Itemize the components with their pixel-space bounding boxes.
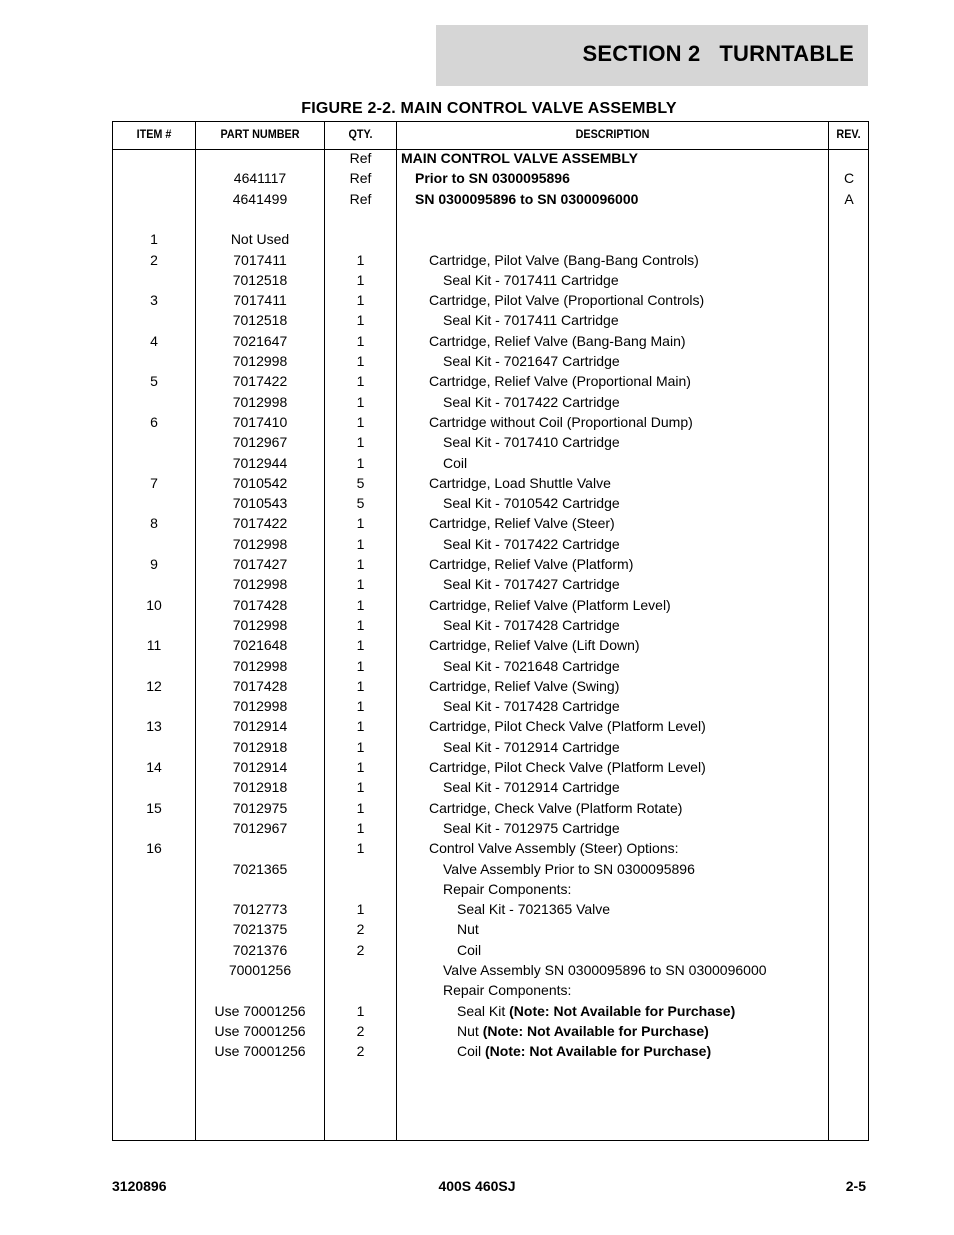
table-row xyxy=(113,820,868,840)
description xyxy=(401,800,859,817)
item-number: 2 xyxy=(150,251,158,268)
quantity: 1 xyxy=(356,738,365,755)
table-row xyxy=(113,739,868,759)
description xyxy=(401,333,859,350)
description-text: Cartridge, Load Shuttle Valve xyxy=(429,474,611,491)
part-number: 7012998 xyxy=(232,535,288,552)
item-number: 9 xyxy=(150,556,158,572)
description xyxy=(401,982,873,999)
description-text: Coil xyxy=(443,454,468,471)
part-number: 4641117 xyxy=(233,170,287,187)
part-number: 7012914 xyxy=(232,759,288,775)
item-number: 13 xyxy=(146,718,162,735)
table-row xyxy=(113,252,868,272)
part-number: 7021647 xyxy=(232,332,288,349)
part-number: 7010543 xyxy=(232,495,288,512)
purchase-note: (Note: Not Available for Purchase) xyxy=(482,1022,709,1039)
part-number: 7012518 xyxy=(232,312,288,329)
part-number: 7012918 xyxy=(232,738,288,755)
description xyxy=(401,434,873,451)
description-text: Valve Assembly SN 0300095896 to SN 0300096000 xyxy=(443,962,767,978)
part-number: 7012967 xyxy=(232,434,288,451)
quantity: 1 xyxy=(356,556,365,572)
description-text: Cartridge, Relief Valve (Steer) xyxy=(429,515,615,532)
table-row xyxy=(113,191,868,211)
part-number: 7012998 xyxy=(232,576,288,593)
item-number: 3 xyxy=(150,292,158,309)
description-text: Cartridge, Pilot Valve (Proportional Controls) xyxy=(429,292,705,309)
part-number: 4641499 xyxy=(232,190,288,207)
item-number: 12 xyxy=(146,677,162,694)
table-row xyxy=(113,170,868,190)
table-row xyxy=(113,231,868,251)
item-number: 7 xyxy=(150,474,158,491)
table-row xyxy=(113,1043,868,1063)
model-number: 400S 460SJ xyxy=(438,1178,516,1194)
part-number: 7012998 xyxy=(232,393,288,410)
quantity: 2 xyxy=(356,921,365,938)
description-text: Seal Kit - 7010542 Cartridge xyxy=(443,495,620,512)
description xyxy=(401,394,873,411)
description-text: Seal Kit - 7012914 Cartridge xyxy=(443,738,620,755)
quantity: 1 xyxy=(356,698,365,715)
quantity: 1 xyxy=(356,819,365,836)
description xyxy=(401,373,859,390)
description-text: Seal Kit - 7012914 Cartridge xyxy=(443,779,620,796)
description-text: Seal Kit - 7021648 Cartridge xyxy=(443,657,620,674)
description xyxy=(401,455,873,472)
part-number: 7021365 xyxy=(232,860,288,877)
quantity: 1 xyxy=(356,251,365,268)
table-row xyxy=(113,475,868,495)
part-number: 7012975 xyxy=(232,799,288,816)
description-text: Coil xyxy=(457,941,482,958)
table-row xyxy=(113,678,868,698)
item-number: 8 xyxy=(150,515,158,532)
table-row xyxy=(113,1003,868,1023)
description-text: Cartridge, Relief Valve (Platform) xyxy=(429,556,634,572)
quantity: 2 xyxy=(356,1043,365,1060)
table-row xyxy=(113,962,868,982)
table-row xyxy=(113,333,868,353)
table-row xyxy=(113,515,868,535)
description xyxy=(401,759,859,776)
table-row xyxy=(113,495,868,515)
table-row xyxy=(113,536,868,556)
description-text: Nut xyxy=(457,1022,479,1039)
page-number: 2-5 xyxy=(845,1178,866,1194)
quantity: 1 xyxy=(356,596,365,613)
document-number: 3120896 xyxy=(112,1178,167,1194)
description xyxy=(401,921,887,938)
quantity: 1 xyxy=(356,454,365,471)
description xyxy=(401,191,845,208)
parts-table xyxy=(112,121,869,1141)
description xyxy=(401,515,859,532)
column-header-item: ITEM # xyxy=(136,127,172,141)
description xyxy=(401,942,887,959)
part-number: 7012914 xyxy=(232,718,288,735)
quantity: 1 xyxy=(356,840,365,857)
description xyxy=(401,739,873,756)
part-number: 7017411 xyxy=(233,292,287,309)
description xyxy=(401,881,873,898)
table-row xyxy=(113,414,868,434)
table-row xyxy=(113,901,868,921)
description-text: Valve Assembly Prior to SN 0300095896 xyxy=(443,860,695,877)
description-text: Seal Kit - 7017428 Cartridge xyxy=(443,698,620,715)
description-text: Repair Components: xyxy=(443,880,572,897)
table-row xyxy=(113,800,868,820)
section-title: SECTION 2 TURNTABLE xyxy=(582,41,854,66)
description-text: Seal Kit xyxy=(457,1002,506,1019)
description xyxy=(401,556,859,573)
description xyxy=(401,597,859,614)
table-row xyxy=(113,942,868,962)
figure-title: FIGURE 2-2. MAIN CONTROL VALVE ASSEMBLY xyxy=(301,100,677,117)
description xyxy=(401,414,859,431)
part-number: 7017427 xyxy=(232,556,288,572)
quantity: 1 xyxy=(356,373,365,390)
part-number: 7017422 xyxy=(232,373,288,390)
quantity: 1 xyxy=(356,434,365,451)
table-row xyxy=(113,597,868,617)
part-number: 7010542 xyxy=(232,474,288,491)
description-text: SN 0300095896 to SN 0300096000 xyxy=(415,190,639,207)
item-number: 10 xyxy=(146,596,162,613)
description-text: Cartridge, Relief Valve (Platform Level) xyxy=(429,596,671,613)
table-row xyxy=(113,556,868,576)
description-text: Cartridge, Check Valve (Platform Rotate) xyxy=(429,799,683,816)
description xyxy=(401,536,873,553)
column-header-rev: REV. xyxy=(836,127,861,141)
description-text: Seal Kit - 7017428 Cartridge xyxy=(443,616,620,633)
table-row xyxy=(113,312,868,332)
description-text: Cartridge, Pilot Valve (Bang-Bang Controls) xyxy=(429,251,699,268)
part-number: Use 70001256 xyxy=(214,1002,306,1019)
table-row xyxy=(113,373,868,393)
table-row xyxy=(113,1023,868,1043)
description-text: Cartridge, Relief Valve (Proportional Main) xyxy=(429,373,691,390)
quantity: 1 xyxy=(356,677,365,694)
purchase-note: (Note: Not Available for Purchase) xyxy=(485,1043,712,1060)
table-row xyxy=(113,718,868,738)
item-number: 1 xyxy=(150,231,158,248)
item-number: 15 xyxy=(146,799,162,816)
table-row xyxy=(113,455,868,475)
table-row xyxy=(113,759,868,779)
table-row xyxy=(113,637,868,657)
table-row xyxy=(113,353,868,373)
column-header-description: DESCRIPTION xyxy=(575,127,650,141)
item-number: 5 xyxy=(150,373,158,390)
part-number: 7012998 xyxy=(232,353,288,369)
quantity: 1 xyxy=(356,1002,365,1019)
table-row xyxy=(113,840,868,860)
part-number: 7012773 xyxy=(232,901,288,918)
part-number: 7021375 xyxy=(232,921,288,938)
quantity: 1 xyxy=(356,759,365,775)
quantity: 1 xyxy=(356,657,365,674)
part-number: 7012998 xyxy=(232,657,288,674)
quantity: 1 xyxy=(356,353,365,369)
item-number: 4 xyxy=(150,332,158,349)
description-text: Seal Kit - 7017411 Cartridge xyxy=(443,271,619,288)
quantity: Ref xyxy=(349,190,372,207)
table-row xyxy=(113,861,868,881)
description-text: MAIN CONTROL VALVE ASSEMBLY xyxy=(401,150,638,166)
description xyxy=(401,170,845,187)
part-number: 7012518 xyxy=(232,271,288,288)
description xyxy=(401,1003,887,1020)
table-row xyxy=(113,617,868,637)
table-row xyxy=(113,434,868,454)
description-text: Seal Kit - 7017422 Cartridge xyxy=(443,535,620,552)
quantity: 1 xyxy=(356,393,365,410)
quantity: Ref xyxy=(349,150,372,166)
description-text: Coil xyxy=(457,1043,482,1060)
quantity: 2 xyxy=(356,941,365,958)
table-row xyxy=(113,921,868,941)
quantity: 2 xyxy=(356,1022,365,1039)
description-text: Seal Kit - 7017427 Cartridge xyxy=(443,576,620,593)
item-number: 6 xyxy=(150,413,158,430)
description xyxy=(401,840,859,857)
item-number: 14 xyxy=(146,759,162,775)
description-text: Nut xyxy=(457,921,479,938)
description-text: Control Valve Assembly (Steer) Options: xyxy=(429,840,679,857)
table-row xyxy=(113,272,868,292)
description-text: Seal Kit - 7017411 Cartridge xyxy=(443,312,619,329)
description-text: Cartridge, Relief Valve (Lift Down) xyxy=(429,637,640,654)
part-number: 7012998 xyxy=(232,698,288,715)
quantity: 1 xyxy=(356,576,365,593)
table-row xyxy=(113,881,868,901)
table-row xyxy=(113,779,868,799)
part-number: Use 70001256 xyxy=(214,1022,306,1039)
description-text: Seal Kit - 7017422 Cartridge xyxy=(443,393,620,410)
table-row xyxy=(113,982,868,1002)
description xyxy=(401,272,873,289)
description-text: Cartridge, Pilot Check Valve (Platform Level) xyxy=(429,759,706,775)
description xyxy=(401,353,873,370)
part-number: 7021376 xyxy=(232,941,288,958)
quantity: 1 xyxy=(356,332,365,349)
description-text: Repair Components: xyxy=(443,982,572,999)
revision: C xyxy=(843,170,855,187)
description-text: Cartridge, Pilot Check Valve (Platform Level) xyxy=(429,718,706,735)
quantity: 1 xyxy=(356,616,365,633)
description-text: Seal Kit - 7021365 Valve xyxy=(457,901,611,918)
description-text: Cartridge without Coil (Proportional Dump) xyxy=(429,413,693,430)
description xyxy=(401,962,873,979)
description xyxy=(401,861,873,878)
quantity: 1 xyxy=(356,901,365,918)
quantity: 1 xyxy=(356,413,365,430)
quantity: 1 xyxy=(356,271,365,288)
description xyxy=(401,475,859,492)
part-number: Not Used xyxy=(230,231,290,248)
table-row xyxy=(113,150,868,170)
description xyxy=(401,820,873,837)
quantity: 1 xyxy=(356,718,365,735)
quantity: 1 xyxy=(356,637,365,654)
table-row xyxy=(113,698,868,718)
part-number: Use 70001256 xyxy=(214,1043,306,1060)
column-header-qty: QTY. xyxy=(348,127,373,141)
description-text: Prior to SN 0300095896 xyxy=(415,170,570,187)
purchase-note: (Note: Not Available for Purchase) xyxy=(509,1002,736,1019)
description xyxy=(401,637,859,654)
description xyxy=(401,1043,887,1060)
description xyxy=(401,150,831,167)
quantity: Ref xyxy=(349,170,372,187)
part-number: 7017422 xyxy=(232,515,288,532)
part-number: 7012944 xyxy=(232,454,288,471)
part-number: 7012998 xyxy=(232,616,288,633)
quantity: 1 xyxy=(356,312,365,329)
part-number: 7021648 xyxy=(232,637,288,654)
part-number: 70001256 xyxy=(228,962,292,978)
part-number: 7012918 xyxy=(232,779,288,796)
column-header-part-number: PART NUMBER xyxy=(220,127,300,141)
part-number: 7017428 xyxy=(232,596,288,613)
description-text: Seal Kit - 7017410 Cartridge xyxy=(443,434,620,451)
description xyxy=(401,252,859,269)
section-banner xyxy=(436,25,868,86)
description xyxy=(401,495,873,512)
table-row xyxy=(113,211,868,231)
description-text: Cartridge, Relief Valve (Swing) xyxy=(429,677,620,694)
description xyxy=(401,312,873,329)
description xyxy=(401,658,873,675)
description-text: Seal Kit - 7012975 Cartridge xyxy=(443,819,620,836)
description xyxy=(401,292,859,309)
description xyxy=(401,901,887,918)
table-row xyxy=(113,292,868,312)
quantity: 5 xyxy=(356,474,365,491)
description xyxy=(401,617,873,634)
part-number: 7017411 xyxy=(233,251,287,268)
quantity: 1 xyxy=(356,799,365,816)
quantity: 1 xyxy=(356,535,365,552)
description xyxy=(401,698,873,715)
quantity: 1 xyxy=(356,779,365,796)
description-text: Cartridge, Relief Valve (Bang-Bang Main) xyxy=(429,332,686,349)
description xyxy=(401,576,873,593)
description xyxy=(401,678,859,695)
quantity: 1 xyxy=(356,292,365,309)
description xyxy=(401,779,873,796)
description xyxy=(401,1023,887,1040)
quantity: 1 xyxy=(356,515,365,532)
part-number: 7012967 xyxy=(232,819,288,836)
description-text: Seal Kit - 7021647 Cartridge xyxy=(443,353,620,369)
part-number: 7017410 xyxy=(232,413,288,430)
table-row xyxy=(113,576,868,596)
description xyxy=(401,718,859,735)
revision: A xyxy=(844,190,854,207)
item-number: 11 xyxy=(146,637,162,654)
item-number: 16 xyxy=(146,840,162,857)
part-number: 7017428 xyxy=(232,677,288,694)
quantity: 5 xyxy=(356,495,365,512)
table-row xyxy=(113,394,868,414)
table-row xyxy=(113,658,868,678)
